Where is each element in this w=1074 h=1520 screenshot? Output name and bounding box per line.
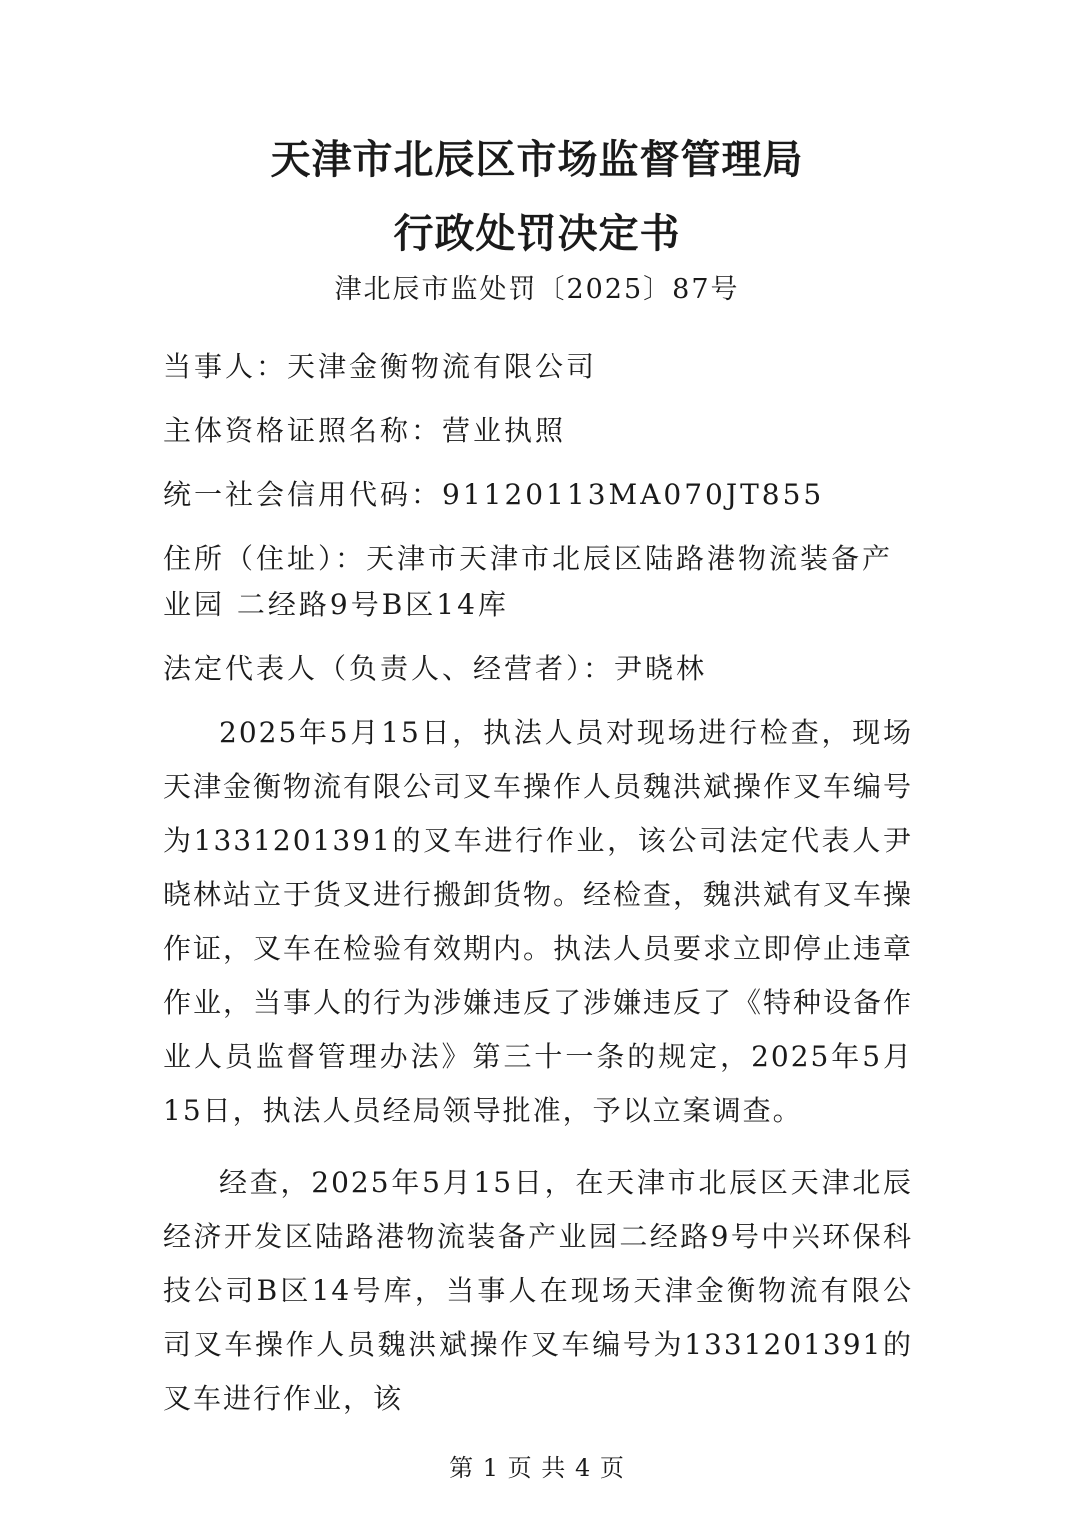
body-paragraph: 2025年5月15日，执法人员对现场进行检查，现场天津金衡物流有限公司叉车操作人员魏洪斌操作叉车编号为1331201391的叉车进行作业，该公司法定代表人尹晓林站立于货叉进行搬卸货物。经检查，魏洪斌有叉车操作证，叉车在检验有效期内。执法人员要求立即停止违章作业，当事人的行为涉嫌违反了涉嫌违反了《特种设备作业人员监督管理办法》第三十一条的规定，2025年5月15日，执法人员经局领导批准，予以立案调查。 <box>163 716 914 1127</box>
field-legal-representative <box>163 646 913 692</box>
field-value: 尹晓林 <box>614 652 708 685</box>
field-label: 法定代表人（负责人、经营者）： <box>163 652 615 685</box>
field-value: 91120113MA070JT855 <box>442 478 825 511</box>
field-address <box>163 536 913 628</box>
body-paragraph: 经查，2025年5月15日，在天津市北辰区天津北辰经济开发区陆路港物流装备产业园二经路9号中兴环保科技公司B区14号库，当事人在现场天津金衡物流有限公司叉车操作人员魏洪斌操作叉车编号为1331201391的叉车进行作业，该 <box>163 1166 913 1415</box>
document-title-agency: 天津市北辰区市场监督管理局 <box>270 136 804 183</box>
field-label: 统一社会信用代码： <box>163 478 443 511</box>
document-body <box>163 344 913 1426</box>
field-label: 主体资格证照名称： <box>163 414 443 447</box>
field-value: 天津金衡物流有限公司 <box>287 350 598 383</box>
field-credit-code <box>163 472 913 518</box>
page-number: 第 1 页 共 4 页 <box>449 1454 625 1482</box>
field-label: 当事人： <box>163 350 288 383</box>
document-title-type: 行政处罚决定书 <box>393 210 681 257</box>
field-party <box>163 344 913 390</box>
field-label: 住所（住址）： <box>163 542 367 575</box>
field-license-name <box>163 408 913 454</box>
field-value: 天津市天津市北辰区陆路港物流装备产业园 二经路9号B区14库 <box>163 542 894 621</box>
field-value: 营业执照 <box>442 414 567 447</box>
document-number: 津北辰市监处罚〔2025〕87号 <box>334 274 740 305</box>
